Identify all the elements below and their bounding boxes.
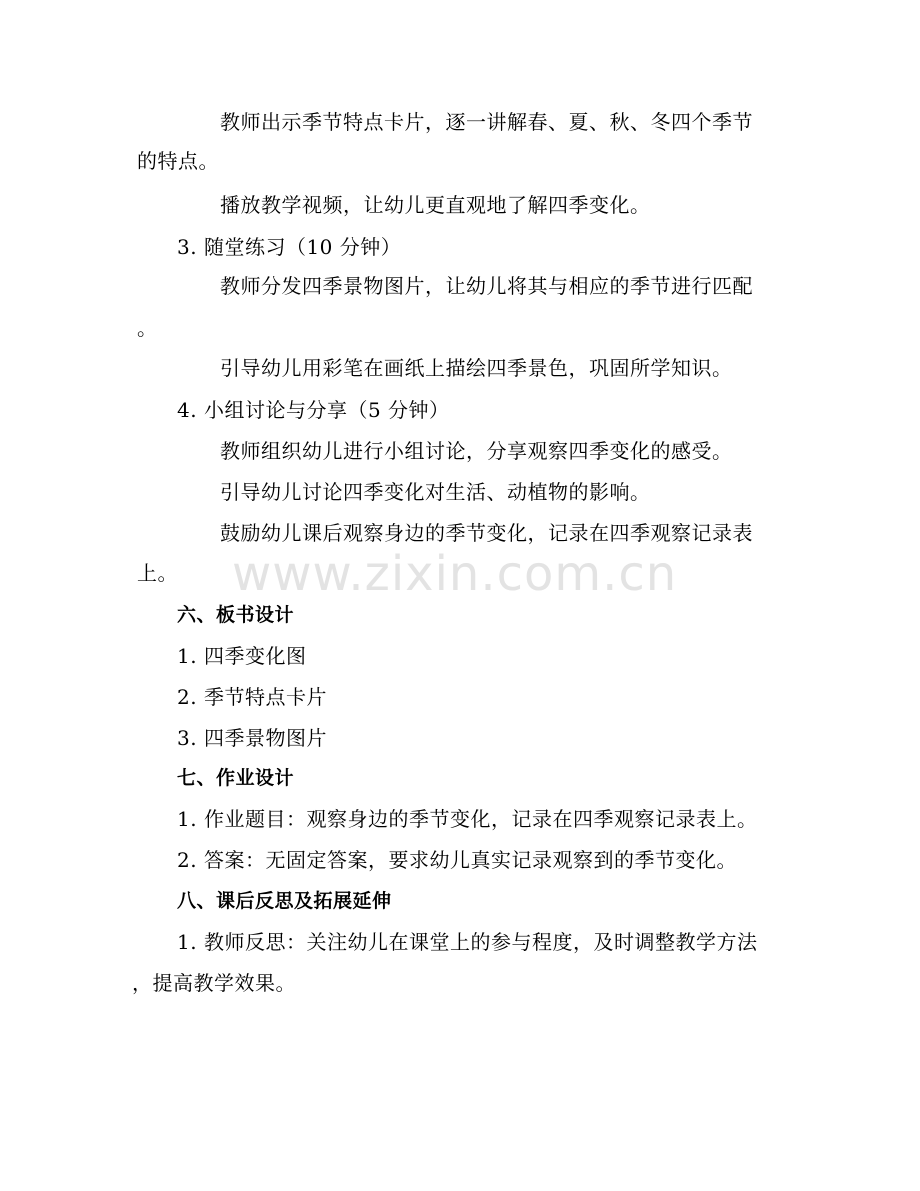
- list-item: 2. 季节特点卡片: [177, 685, 327, 709]
- paragraph-line: 教师出示季节特点卡片，逐一讲解春、夏、秋、冬四个季节: [220, 110, 753, 134]
- paragraph-line: 引导幼儿用彩笔在画纸上描绘四季景色，巩固所学知识。: [220, 356, 733, 380]
- list-item: 1. 四季变化图: [177, 644, 307, 668]
- paragraph-line: 上。: [137, 561, 178, 585]
- section-heading: 七、作业设计: [177, 767, 295, 789]
- list-item: 1. 作业题目：观察身边的季节变化，记录在四季观察记录表上。: [177, 807, 758, 831]
- paragraph-line: 播放教学视频，让幼儿更直观地了解四季变化。: [220, 193, 651, 217]
- list-item: 3. 四季景物图片: [177, 726, 327, 750]
- section-heading: 八、课后反思及拓展延伸: [177, 890, 392, 912]
- watermark: www.zixin.com.cn: [232, 546, 678, 602]
- paragraph-line: 教师组织幼儿进行小组讨论，分享观察四季变化的感受。: [220, 439, 733, 463]
- paragraph-line: 教师分发四季景物图片，让幼儿将其与相应的季节进行匹配: [220, 274, 753, 298]
- paragraph-line: 。: [137, 316, 158, 340]
- list-item-title: 4. 小组讨论与分享（5 分钟）: [177, 398, 450, 422]
- paragraph-line: 的特点。: [137, 149, 219, 173]
- paragraph-line: 引导幼儿讨论四季变化对生活、动植物的影响。: [220, 480, 651, 504]
- list-item: 2. 答案：无固定答案，要求幼儿真实记录观察到的季节变化。: [177, 848, 737, 872]
- section-heading: 六、板书设计: [177, 604, 295, 626]
- list-item: 1. 教师反思：关注幼儿在课堂上的参与程度，及时调整教学方法: [177, 930, 758, 954]
- paragraph-line: 鼓励幼儿课后观察身边的季节变化，记录在四季观察记录表: [220, 521, 753, 545]
- list-item-title: 3. 随堂练习（10 分钟）: [177, 235, 402, 259]
- paragraph-line: ，提高教学效果。: [132, 971, 296, 995]
